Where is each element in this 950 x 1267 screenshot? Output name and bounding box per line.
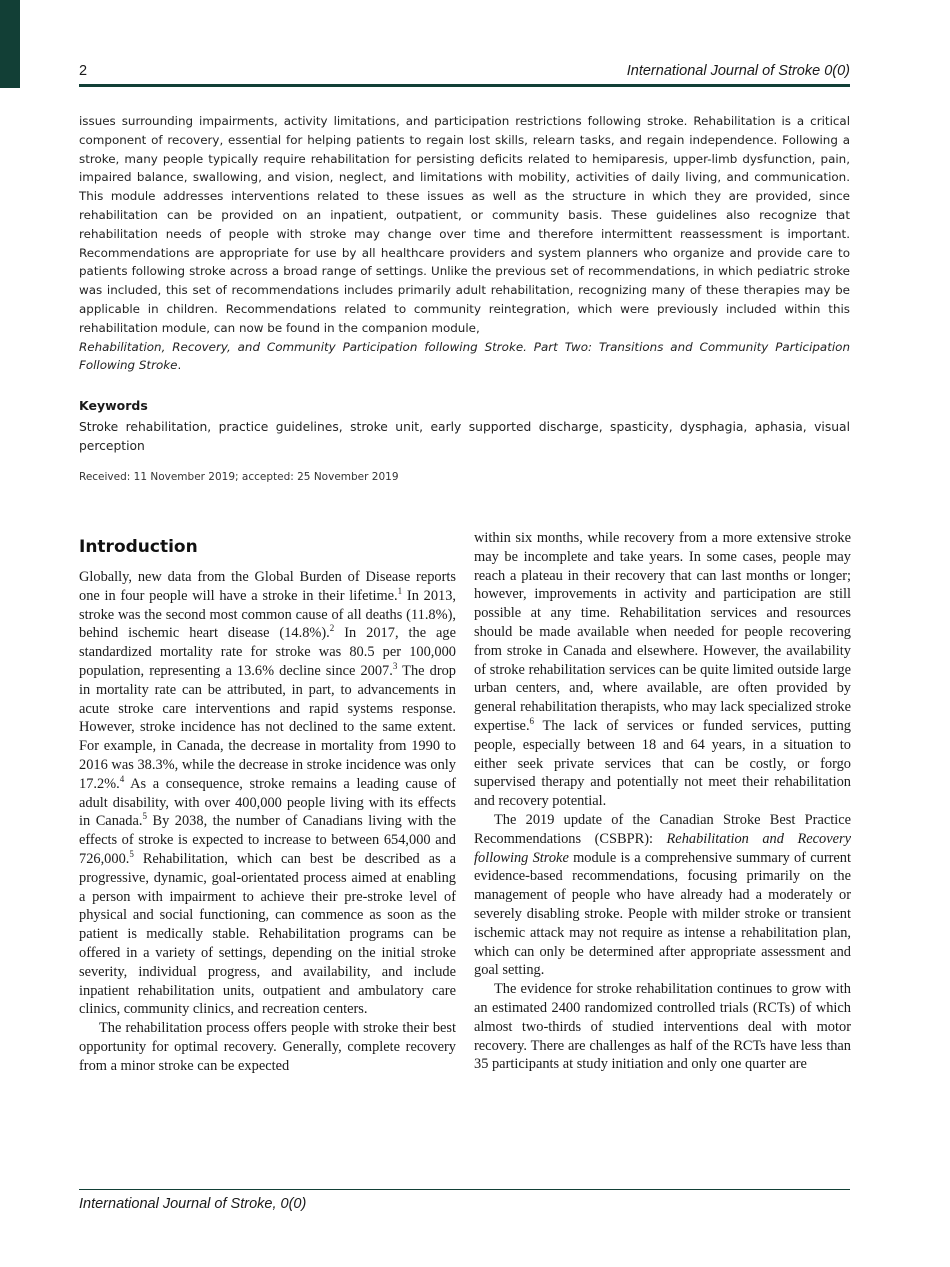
abstract-paragraph	[79, 112, 850, 375]
citation-ref: 3	[392, 660, 398, 671]
footer-journal: International Journal of Stroke, 0(0)	[79, 1196, 307, 1212]
text-run: The 2019 update of the Canadian Stroke Best Practice Recommendations (CSBPR):	[474, 811, 851, 847]
text-run: Globally, new data from the Global Burden of Disease reports one in four people will have a stroke in their lifetime.	[79, 569, 456, 604]
citation-ref: 1	[397, 585, 403, 596]
header-rule	[79, 84, 850, 87]
text-run: module is a comprehensive summary of current evidence-based recommendations, focusing primarily on the management of people who have already had a moderately or severely disabling stroke. People with milder stroke or transient ischemic attack may not require as intense a rehabilitation plan, which can only be determined after appropriate assessment and goal setting.	[474, 849, 851, 979]
text-run: The lack of services or funded services, putting people, especially between 18 and 64 years, in a situation to either seek private services that can be costly, or forgo supervised therapy and potentially not meet their rehabilitation and recovery potential.	[474, 717, 851, 810]
page-number: 2	[79, 63, 88, 79]
right-column	[474, 529, 851, 1074]
abstract-end: .	[177, 358, 182, 373]
text-run: within six months, while recovery from a more extensive stroke may be incomplete and take years. In some cases, people may reach a plateau in their recovery that can last months or longer; however, improvements in activity and participation are still possible at any time. Rehabilitation services and resources should be made available when needed for people recovering from stroke in Canada and elsewhere. However, the availability of stroke rehabilitation services can be quite limited outside large urban centers, and, where available, are often provided by general rehabilitation therapists, who may lack specialized stroke expertise.	[474, 530, 851, 734]
module-title-italic: Rehabilitation and Recovery following Stroke	[474, 830, 851, 866]
running-header-journal: International Journal of Stroke 0(0)	[626, 63, 850, 79]
intro-paragraph-1	[79, 568, 456, 1019]
intro-paragraph-2-start: The rehabilitation process offers people with stroke their best opportunity for optimal recovery. Generally, complete recovery from a minor stroke can be expected	[79, 1020, 456, 1074]
intro-paragraph-2-continued	[474, 529, 851, 811]
text-run: Rehabilitation, which can best be described as a progressive, dynamic, goal-orientated process aimed at enabling a person with impairment to achieve their pre-stroke level of physical and social functioning, can commence as soon as the patient is medically stable. Rehabilitation programs can be offered in a variety of settings, depending on the initial stroke severity, individual progress, and availability, and include inpatient rehabilitation units, outpatient and ambulatory care clinics, community clinics, and recreation centers.	[79, 850, 456, 1018]
intro-paragraph-3	[474, 811, 851, 980]
citation-ref: 4	[119, 773, 125, 784]
citation-ref: 5	[142, 811, 147, 822]
footer-rule	[79, 1189, 850, 1190]
abstract	[79, 112, 850, 375]
text-run: As a consequence, stroke remains a leading cause of adult disability, with over 400,000 people living with its effects in Canada.	[79, 775, 456, 830]
abstract-italic-reference: Rehabilitation, Recovery, and Community Participation following Stroke. Part Two: Transitions and Community Participation Following Stroke	[79, 339, 850, 373]
text-run: By 2038, the number of Canadians living with the effects of stroke is expected to increase to between 654,000 and 726,000.	[79, 813, 456, 867]
keywords-text: Stroke rehabilitation, practice guidelines, stroke unit, early supported discharge, spasticity, dysphagia, aphasia, visual perception	[79, 420, 850, 453]
intro-paragraph-4: The evidence for stroke rehabilitation continues to grow with an estimated 2400 randomized controlled trials (RCTs) of which almost two-thirds of studied interventions deal with motor recovery. There are challenges as half of the RCTs have less than 35 participants at study initiation and only one quarter are	[474, 981, 851, 1073]
text-run: In 2013, stroke was the second most common cause of all deaths (11.8%), behind ischemic heart disease (14.8%).	[79, 587, 457, 642]
section-heading-introduction: Introduction	[79, 537, 198, 557]
text-run: The drop in mortality rate can be attributed, in part, to advancements in acute stroke care interventions and rapid systems response. However, stroke incidence has not declined to the same extent. For example, in Canada, the decrease in mortality from 1990 to 2016 was 38.3%, while the decrease in stroke incidence was only 17.2%.	[79, 662, 457, 792]
citation-ref: 6	[529, 715, 535, 726]
text-run: In 2017, the age standardized mortality rate for stroke was 80.5 per 100,000 population, representing a 13.6% decline since 2007.	[79, 625, 456, 679]
left-column	[79, 529, 456, 1076]
citation-ref: 5	[129, 848, 134, 859]
abstract-text: issues surrounding impairments, activity limitations, and participation restrictions following stroke. Rehabilitation is a critical component of recovery, essential for helping patients to regain lost skills, relearn tasks, and regain independence. Following a stroke, many people typically require rehabilitation for persisting deficits related to hemiparesis, upper-limb dysfunction, pain, impaired balance, swallowing, and vision, neglect, and limitations with mobility, activities of daily living, and communication. This module addresses interventions related to these issues as well as the structure in which they are provided, since rehabilitation can be provided on an inpatient, outpatient, or community basis. These guidelines also recognize that rehabilitation needs of people with stroke may change over time and therefore intermittent reassessment is important. Recommendations are appropriate for use by all healthcare providers and system planners who organize and provide care to patients following stroke across a broad range of settings. Unlike the previous set of recommendations, in which pediatric stroke was included, this set of recommendations includes primarily adult rehabilitation, recognizing many of these therapies may be applicable in children. Recommendations related to community reintegration, which were previously included within this rehabilitation module, can now be found in the companion module,	[79, 114, 850, 335]
citation-ref: 2	[329, 623, 335, 634]
received-accepted-dates: Received: 11 November 2019; accepted: 25 November 2019	[79, 471, 399, 483]
corner-tab	[0, 0, 20, 88]
keywords-heading: Keywords	[79, 398, 148, 413]
